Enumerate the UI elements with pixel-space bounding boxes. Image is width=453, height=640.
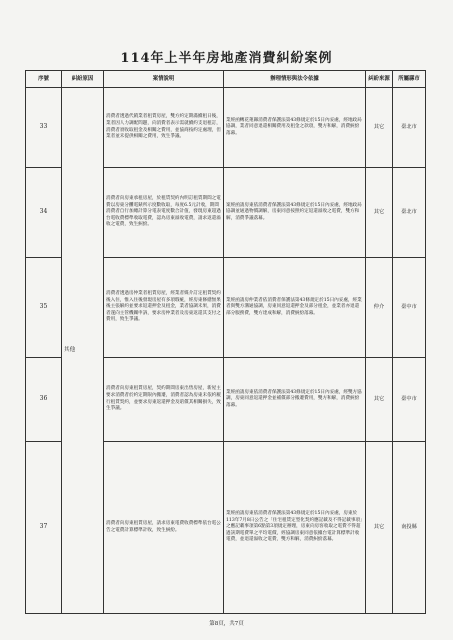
page-title: 114年上半年房地產消費糾紛案例 — [120, 51, 333, 66]
case-number: 36 — [26, 358, 62, 442]
case-description: 消費者透過房仲業者租賃房屋，經業者媒介訂定租賃契約後入住，惟入住後發現房屋有多項瑕疵，經房東修繕無果後主張解約並要求返還押金及租金，業者協調未果，消費者遂向主管機關申訴，要求房仲業者及房東返還其支付之費用，致生爭議。 — [104, 258, 224, 358]
page-number: 第8頁，共7頁 — [209, 621, 244, 627]
case-handling: 案經函請房東依消費者保護法第43條規定於15日內妥處，經地政局協調並通過物價調解，房東同意按照約定返還溢收之電費，雙方和解，消費爭議落幕。 — [224, 168, 366, 258]
dispute-source: 其它 — [366, 88, 393, 168]
case-city: 臺北市 — [393, 168, 426, 258]
table-row — [26, 88, 426, 168]
case-table — [25, 70, 426, 614]
case-handling: 業經函轉花蓮縣消費者保護法第43條規定於15日內妥處，經地政局協調，業者同意退還相關費用及租金之款項，雙方和解，消費糾紛落幕。 — [224, 88, 366, 168]
case-description: 消費者向房東承租房屋，於租賃契約內明訂租賃期間之電費以房東分攤電錶所示度數收取，每度6.5元計收，期間消費者自行加總計算分電表電度數合計值，發現房東超過台電收費標準收取電費，認為房東溢收電費，請求返還溢收之電費，致生糾紛。 — [104, 168, 224, 258]
case-number: 35 — [26, 258, 62, 358]
case-handling: 業經函請房東依消費者保護法第43條規定於15日內妥處，經雙方協調，房東同意返還押金並補償部分搬遷費用，雙方和解，消費糾紛落幕。 — [224, 358, 366, 442]
header-handling: 辦理情形與法令依據 — [224, 71, 366, 88]
header-seq: 序號 — [26, 71, 62, 88]
case-number: 34 — [26, 168, 62, 258]
case-handling: 業經函請房仲業者依消費者保護法第43條規定於15日內妥處，經業者與雙方溝通協調，房東同意返還押金及部分租金，並業者亦退還部分服務費，雙方達成和解，消費糾紛落幕。 — [224, 258, 366, 358]
case-city: 臺中市 — [393, 258, 426, 358]
dispute-category: 其他 — [62, 88, 104, 614]
case-description: 消費者透過代銷業者租賃房屋，雙方約定期滿續租日後，業者因人力調配問題，向消費者表示需就續約支退租訂，消費者須收取租金及相關之費用，並協商按約定處理，但業者並未提供相關之費用，致生爭議。 — [104, 88, 224, 168]
dispute-source: 其它 — [366, 168, 393, 258]
header-category: 糾紛原因 — [62, 71, 104, 88]
case-number: 33 — [26, 88, 62, 168]
case-description: 消費者向房東租賃房屋，請求房東電費收費標準依台電公告之電費計算標準計收，致生糾紛。 — [104, 442, 224, 614]
case-number: 37 — [26, 442, 62, 614]
case-handling: 業經函請房東依消費者保護法第43條規定於15日內妥處，房東於113年7月8日公告之「住宅租賃定型化契約應記載及不得記載事項」之應記載事項第6點第3項規定辦理，房東向房客收取之電費不得超過該期電費單之平均電價，經協調房東同意依據台電計算標準計收電費，並退還溢收之電費，雙方和解，消費糾紛落幕。 — [224, 442, 366, 614]
dispute-source: 其它 — [366, 442, 393, 614]
dispute-source: 仲介 — [366, 258, 393, 358]
header-description: 案情說明 — [104, 71, 224, 88]
dispute-source: 其它 — [366, 358, 393, 442]
header-source: 糾紛來源 — [366, 71, 393, 88]
header-city: 所屬縣市 — [393, 71, 426, 88]
case-city: 南投縣 — [393, 442, 426, 614]
case-city: 臺中市 — [393, 358, 426, 442]
case-city: 臺北市 — [393, 88, 426, 168]
case-description: 消費者向房東租賃房屋，契約期間房東出售房屋，新屋主要求消費者於約定期限內搬遷，消費者認為房東未依約履行租賃契約，並要求房東返還押金及賠償其相關損失，致生爭議。 — [104, 358, 224, 442]
table-header-row — [26, 71, 426, 88]
